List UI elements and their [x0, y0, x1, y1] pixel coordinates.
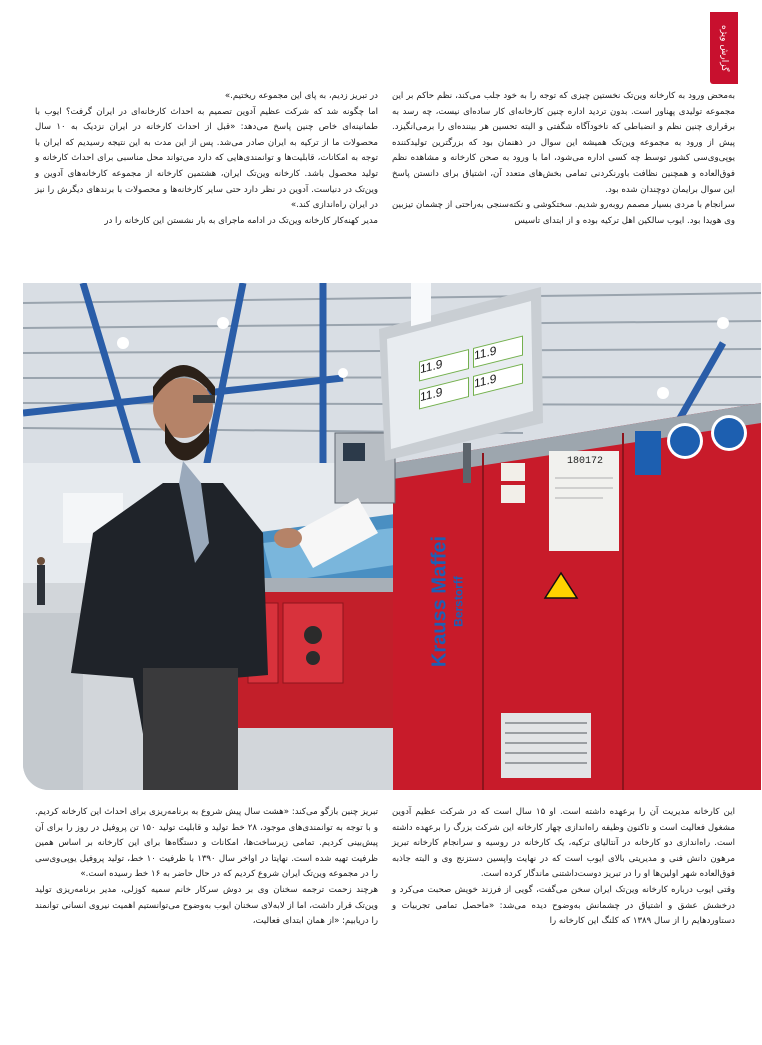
paragraph: تبریز چنین بازگو می‌کند: «هشت سال پیش شروع به برنامه‌ریزی برای احداث این کارخانه کردیم. و با توجه به توانمندی‌های موجود، ۲۸ خط تولید و قابلیت تولید ۱۵۰ تن پروفیل در روز را برای آن پیش‌بینی کردیم. تمامی زیرساخت‌ها، امکانات و دستگاه‌ها برای این کارخانه بر اساس همین ظرفیت تهیه شده است. نهایتا در اواخر سال ۱۳۹۰ با ظرفیت ۱۰ خط، تولید پروفیل یوپی‌وی‌سی را در مجموعه وین‌تک ایران شروع کردیم که در حال حاضر به ۱۶ خط رسیده است.»: [35, 807, 379, 880]
machine-brand: [429, 502, 466, 702]
paragraph: سرانجام با مردی بسیار مصمم روبه‌رو شدیم. سختکوشی و نکته‌سنجی به‌راحتی از چشمان تیزبین وی هویدا بود. ایوب سالکین اهل ترکیه بوده و از ابتدای تاسیس: [392, 200, 735, 226]
paragraph: وقتی ایوب درباره کارخانه وین‌تک ایران سخن می‌گفت، گویی از فرزند خویش صحبت می‌کرد و درخشش عشق و اشتیاق در چشمانش به‌وضوح دیده می‌شد: «ماحصل تمامی تجربیات و دستاوردهایم را از سال ۱۳۸۹ که کلنگ این کارخانه را: [392, 884, 735, 927]
article-column-top-left: [35, 89, 378, 269]
article-column-bottom-right: [392, 805, 735, 975]
article-column-top-right: [392, 89, 735, 269]
machine-brand-sub: Berstorff: [451, 576, 466, 627]
paragraph: هرچند زحمت ترجمه سخنان وی بر دوش سرکار خانم سمیه کوزلی، مدیر برنامه‌ریزی تولید وین‌تک قرار داشت، اما از لابه‌لای سخنان ایوب به‌وضوح می‌توانستیم اهمیت نیروی انسانی توانمند را دریابیم: «از همان ابتدای فعالیت،: [35, 884, 378, 927]
screen-value: 11.9: [473, 336, 523, 368]
screen-value: 11.9: [473, 364, 523, 396]
machine-label-number: 180172: [566, 456, 603, 467]
machine-brand-name: Krauss Maffei: [428, 535, 451, 668]
paragraph: این کارخانه مدیریت آن را برعهده داشته است. او ۱۵ سال است که در شرکت عظیم آدوین مشغول فعالیت است و تاکنون وظیفه راه‌اندازی چهار کارخانه این شرکت بزرگ را برعهده داشته است. راه‌اندازی دو کارخانه در آنتالیای ترکیه، یک کارخانه در روسیه و سرانجام کارخانه تبریز مرهون دانش فنی و مدیریتی بالای ایوب است که در نهایت واپسین دستزنج وی و البته جاذبه فوق‌العاده شهر اولین‌ها او را در تبریز دوست‌داشتنی ماندگار کرده است.: [392, 807, 735, 880]
paragraph: مدیر کهنه‌کار کارخانه وین‌تک در ادامه ماجرای به بار نشستن این کارخانه را در: [104, 215, 378, 226]
factory-photo: [23, 283, 761, 790]
paragraph: به‌محض ورود به کارخانه وین‌تک نخستین چیزی که توجه را به خود جلب می‌کند، نظم حاکم بر این مجموعه تولیدی پهناور است. بدون تردید اداره چنین کارخانه‌ای کار ساده‌ای نیست، چه رسد به برقراری چنین نظم و انضباطی که ناخودآگاه شگفتی و البته تحسین هر بیننده‌ای را برمی‌انگیزد. پیش از ورود به مجموعه وین‌تک همیشه این سوال در ذهنمان بود که بزرگترین تولیدکننده یوپی‌وی‌سی کشور توسط چه کسی اداره می‌شود، اما با ورود به صحن کارخانه و مشاهده نظم فوق‌العاده و همچنین نظافت باورنکردنی تمامی بخش‌های متعدد آن، اشتیاق برای دانستن پاسخ این سوال برایمان دوچندان شده بود.: [392, 91, 735, 195]
screen-value: 11.9: [419, 349, 469, 381]
paragraph: اما چگونه شد که شرکت عظیم آدوین تصمیم به احداث کارخانه‌ای در ایران گرفت؟ ایوب با طمانینه‌ای خاص چنین پاسخ می‌دهد: «قبل از احداث کارخانه در ایران نزدیک به ۱۰ سال محصولات ما از ترکیه به ایران صادر می‌شد. پس از این مدت به این نتیجه رسیدیم که ایران با توجه به امکانات، قابلیت‌ها و توانمندی‌هایی که دارد می‌تواند محل مناسبی برای احداث کارخانه و تولید محصول باشد. کارخانه وین‌تک ایران، هشتمین کارخانه از مجموعه کارخانه‌های آدوین و وین‌تک در دنیاست. آدوین در نظر دارد حتی سایر کارخانه‌ها و محصولات با برندهای دیگرش را نیز در ایران راه‌اندازی کند.»: [35, 106, 378, 211]
screen-value: 11.9: [419, 377, 469, 409]
section-tab-label: گزارش ویژه: [719, 24, 729, 72]
paragraph: در تبریز زدیم، به پای این مجموعه ریختیم.»: [224, 91, 378, 101]
article-column-bottom-left: [35, 805, 378, 975]
